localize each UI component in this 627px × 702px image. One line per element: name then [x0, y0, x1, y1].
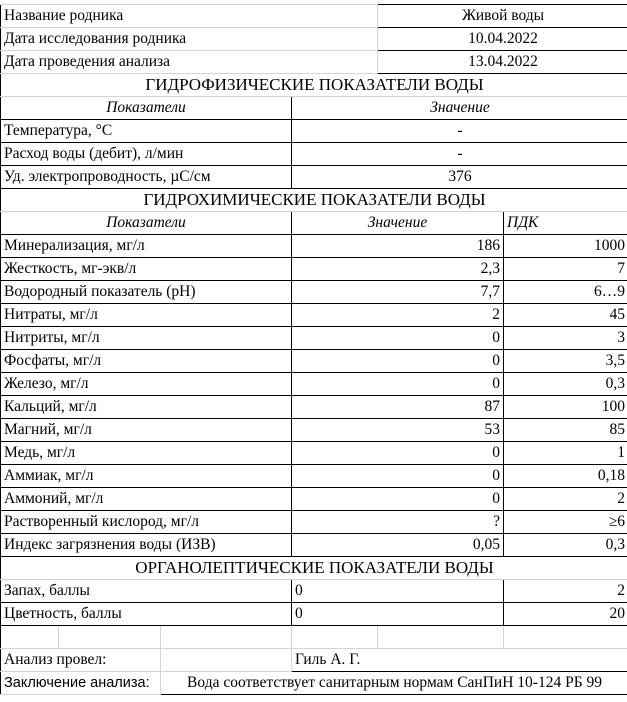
column-header-indicator[interactable]: Показатели: [1, 97, 292, 120]
column-header-value[interactable]: Значение: [292, 97, 627, 120]
indicator-limit[interactable]: 0,18: [504, 465, 627, 488]
empty-cell[interactable]: [161, 626, 292, 649]
indicator-label[interactable]: Кальций, мг/л: [1, 396, 292, 419]
indicator-value[interactable]: 0: [292, 603, 504, 626]
section-title-organoleptic[interactable]: ОРГАНОЛЕПТИЧЕСКИЕ ПОКАЗАТЕЛИ ВОДЫ: [1, 557, 627, 580]
indicator-label[interactable]: Запах, баллы: [1, 580, 292, 603]
indicator-label[interactable]: Аммиак, мг/л: [1, 465, 292, 488]
table-row: [1, 304, 627, 327]
indicator-label[interactable]: Аммоний, мг/л: [1, 488, 292, 511]
indicator-label[interactable]: Водородный показатель (pH): [1, 281, 292, 304]
table-row: [1, 442, 627, 465]
table-row: [1, 28, 627, 51]
info-value[interactable]: Живой воды: [378, 5, 627, 28]
column-header-indicator[interactable]: Показатели: [1, 212, 292, 235]
indicator-value[interactable]: -: [292, 120, 627, 143]
indicator-limit[interactable]: 100: [504, 396, 627, 419]
table-row: [1, 649, 627, 672]
indicator-label[interactable]: Жесткость, мг-экв/л: [1, 258, 292, 281]
conclusion-label[interactable]: Заключение анализа:: [1, 672, 161, 695]
empty-cell[interactable]: [1, 626, 59, 649]
section-title-hydrophysical[interactable]: ГИДРОФИЗИЧЕСКИЕ ПОКАЗАТЕЛИ ВОДЫ: [1, 74, 627, 97]
indicator-limit[interactable]: 45: [504, 304, 627, 327]
water-analysis-sheet: [0, 4, 627, 695]
indicator-value[interactable]: 186: [292, 235, 504, 258]
table-row: [1, 511, 627, 534]
indicator-value[interactable]: 0: [292, 580, 504, 603]
table-row: [1, 166, 627, 189]
indicator-label[interactable]: Растворенный кислород, мг/л: [1, 511, 292, 534]
table-row: [1, 465, 627, 488]
indicator-limit[interactable]: 20: [504, 603, 627, 626]
indicator-label[interactable]: Температура, °С: [1, 120, 292, 143]
indicator-limit[interactable]: 0,3: [504, 534, 627, 557]
indicator-limit[interactable]: 0,3: [504, 373, 627, 396]
conclusion-text[interactable]: Вода соответствует санитарным нормам СанПиН 10-124 РБ 99: [161, 672, 627, 695]
indicator-limit[interactable]: 85: [504, 419, 627, 442]
table-row: [1, 626, 627, 649]
indicator-limit[interactable]: 1000: [504, 235, 627, 258]
indicator-value[interactable]: 7,7: [292, 281, 504, 304]
table-row: [1, 74, 627, 97]
empty-cell[interactable]: [378, 626, 504, 649]
empty-cell[interactable]: [161, 649, 292, 672]
table-row: [1, 97, 627, 120]
indicator-value[interactable]: 0: [292, 327, 504, 350]
info-value[interactable]: 10.04.2022: [378, 28, 627, 51]
table-row: [1, 51, 627, 74]
section-title-hydrochemical[interactable]: ГИДРОХИМИЧЕСКИЕ ПОКАЗАТЕЛИ ВОДЫ: [1, 189, 627, 212]
table-row: [1, 120, 627, 143]
analyst-label[interactable]: Анализ провел:: [1, 649, 161, 672]
info-label[interactable]: Название родника: [1, 5, 378, 28]
indicator-label[interactable]: Фосфаты, мг/л: [1, 350, 292, 373]
indicator-value[interactable]: 2: [292, 304, 504, 327]
table-row: [1, 557, 627, 580]
table-row: [1, 5, 627, 28]
table-row: [1, 396, 627, 419]
indicator-value[interactable]: 2,3: [292, 258, 504, 281]
indicator-value[interactable]: 53: [292, 419, 504, 442]
info-label[interactable]: Дата исследования родника: [1, 28, 378, 51]
table-row: [1, 235, 627, 258]
indicator-label[interactable]: Нитриты, мг/л: [1, 327, 292, 350]
table-row: [1, 281, 627, 304]
column-header-value[interactable]: Значение: [292, 212, 504, 235]
empty-cell[interactable]: [504, 626, 627, 649]
indicator-value[interactable]: 0: [292, 442, 504, 465]
table-row: [1, 488, 627, 511]
indicator-value[interactable]: 0: [292, 373, 504, 396]
indicator-value[interactable]: ?: [292, 511, 504, 534]
indicator-limit[interactable]: 1: [504, 442, 627, 465]
indicator-label[interactable]: Медь, мг/л: [1, 442, 292, 465]
indicator-label[interactable]: Индекс загрязнения воды (ИЗВ): [1, 534, 292, 557]
table-row: [1, 350, 627, 373]
table-row: [1, 419, 627, 442]
table-row: [1, 327, 627, 350]
indicator-label[interactable]: Нитраты, мг/л: [1, 304, 292, 327]
indicator-label[interactable]: Магний, мг/л: [1, 419, 292, 442]
indicator-limit[interactable]: 3,5: [504, 350, 627, 373]
indicator-value[interactable]: 0: [292, 465, 504, 488]
table-row: [1, 580, 627, 603]
table-row: [1, 258, 627, 281]
info-label[interactable]: Дата проведения анализа: [1, 51, 378, 74]
table-row: [1, 534, 627, 557]
indicator-value[interactable]: 87: [292, 396, 504, 419]
indicator-limit[interactable]: 2: [504, 580, 627, 603]
indicator-limit[interactable]: 3: [504, 327, 627, 350]
table-row: [1, 189, 627, 212]
indicator-label[interactable]: Уд. электропроводность, µС/см: [1, 166, 292, 189]
table-row: [1, 212, 627, 235]
indicator-label[interactable]: Железо, мг/л: [1, 373, 292, 396]
info-value[interactable]: 13.04.2022: [378, 51, 627, 74]
indicator-value[interactable]: -: [292, 143, 627, 166]
empty-cell[interactable]: [59, 626, 161, 649]
indicator-value[interactable]: 376: [292, 166, 627, 189]
table-row: [1, 603, 627, 626]
table-row: [1, 373, 627, 396]
indicator-label[interactable]: Расход воды (дебит), л/мин: [1, 143, 292, 166]
indicator-limit[interactable]: 2: [504, 488, 627, 511]
empty-cell[interactable]: [292, 626, 378, 649]
column-header-limit[interactable]: ПДК: [504, 212, 627, 235]
table-row: [1, 672, 627, 695]
indicator-value[interactable]: 0,05: [292, 534, 504, 557]
analyst-name[interactable]: Гиль А. Г.: [292, 649, 627, 672]
indicator-value[interactable]: 0: [292, 350, 504, 373]
table-row: [1, 143, 627, 166]
indicator-limit[interactable]: ≥6: [504, 511, 627, 534]
indicator-value[interactable]: 0: [292, 488, 504, 511]
indicator-limit[interactable]: 7: [504, 258, 627, 281]
indicator-label[interactable]: Цветность, баллы: [1, 603, 292, 626]
indicator-limit[interactable]: 6…9: [504, 281, 627, 304]
indicator-label[interactable]: Минерализация, мг/л: [1, 235, 292, 258]
